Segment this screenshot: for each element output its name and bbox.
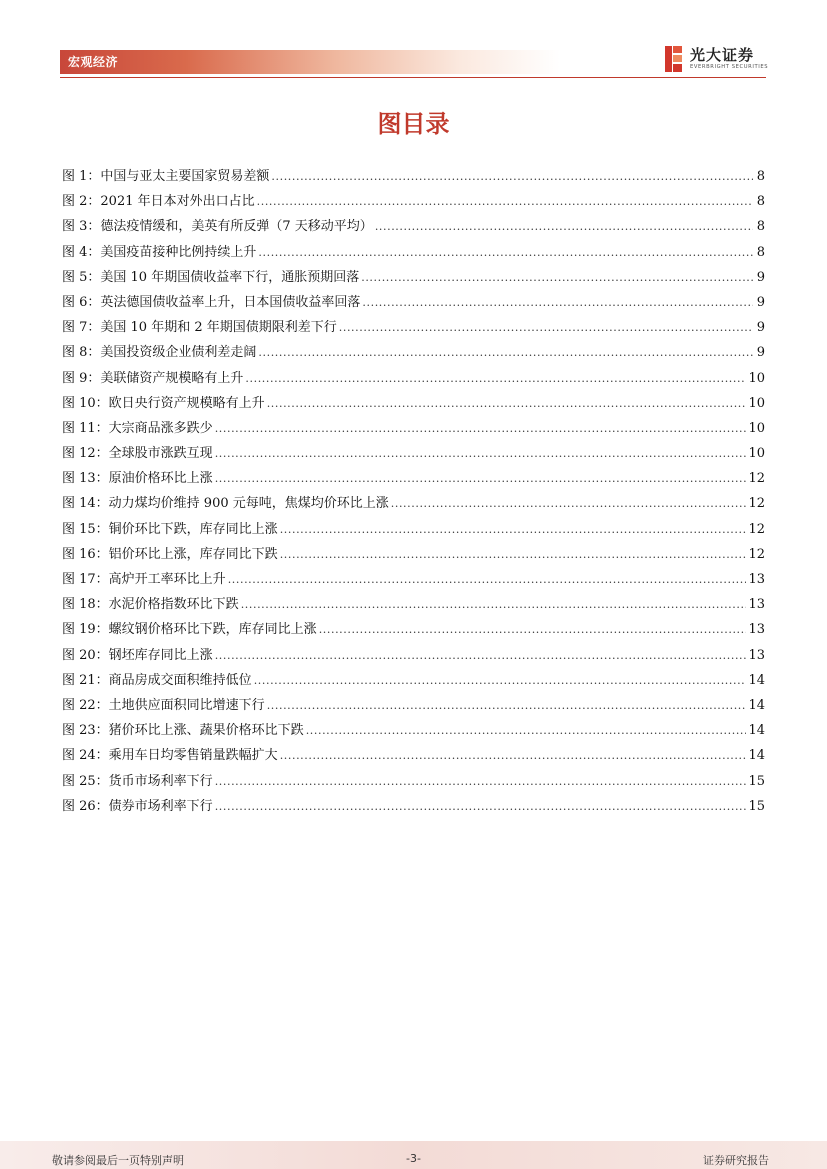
toc-entry[interactable]	[62, 167, 765, 192]
toc-entry[interactable]	[62, 268, 765, 293]
toc-entry-label[interactable]: 图 15：铜价环比下跌，库存同比上涨	[62, 521, 278, 537]
toc-dot-leader	[280, 746, 747, 766]
toc-entry[interactable]	[62, 419, 765, 444]
toc-entry-label[interactable]: 图 5：美国 10 年期国债收益率下行，通胀预期回落	[62, 269, 360, 285]
toc-entry-page[interactable]: 8	[756, 219, 765, 235]
toc-entry[interactable]	[62, 494, 765, 519]
toc-entry-label[interactable]: 图 9：美联储资产规模略有上升	[62, 370, 244, 386]
toc-dot-leader	[215, 419, 747, 439]
toc-entry-page[interactable]: 8	[756, 194, 765, 210]
toc-entry-page[interactable]: 14	[748, 697, 765, 713]
page-number: -3-	[406, 1152, 421, 1165]
toc-entry[interactable]	[62, 746, 765, 771]
toc-entry-label[interactable]: 图 4：美国疫苗接种比例持续上升	[62, 244, 257, 260]
toc-entry[interactable]	[62, 520, 765, 545]
section-label: 宏观经济	[68, 55, 119, 69]
toc-entry-label[interactable]: 图 16：铝价环比上涨，库存同比下跌	[62, 546, 278, 562]
toc-entry-label[interactable]: 图 6：英法德国债收益率上升，日本国债收益率回落	[62, 294, 361, 310]
toc-entry-label[interactable]: 图 21：商品房成交面积维持低位	[62, 672, 252, 688]
toc-entry-page[interactable]: 13	[748, 647, 765, 663]
toc-dot-leader	[361, 268, 753, 288]
toc-entry-label[interactable]: 图 12：全球股市涨跌互现	[62, 446, 213, 462]
toc-dot-leader	[215, 444, 747, 464]
toc-dot-leader	[215, 772, 747, 792]
toc-entry-label[interactable]: 图 18：水泥价格指数环比下跌	[62, 597, 239, 613]
toc-dot-leader	[267, 394, 747, 414]
brand-logo-icon	[663, 44, 685, 74]
figure-list	[62, 167, 765, 822]
header-band	[60, 50, 560, 74]
toc-dot-leader	[258, 243, 753, 263]
toc-entry[interactable]	[62, 620, 765, 645]
toc-entry[interactable]	[62, 293, 765, 318]
toc-entry-page[interactable]: 8	[756, 169, 765, 184]
toc-entry-page[interactable]: 12	[748, 546, 765, 562]
toc-entry-page[interactable]: 12	[748, 496, 765, 512]
toc-entry[interactable]	[62, 343, 765, 368]
toc-dot-leader	[258, 343, 753, 363]
toc-dot-leader	[375, 217, 753, 237]
toc-entry-label[interactable]: 图 22：土地供应面积同比增速下行	[62, 697, 265, 713]
toc-entry-label[interactable]: 图 23：猪价环比上涨、蔬果价格环比下跌	[62, 723, 304, 739]
brand-subtitle: EVERBRIGHT SECURITIES	[690, 64, 769, 70]
toc-entry[interactable]	[62, 192, 765, 217]
toc-dot-leader	[267, 696, 747, 716]
toc-entry-label[interactable]: 图 1：中国与亚太主要国家贸易差额	[62, 169, 270, 184]
brand-name: 光大证券	[690, 46, 755, 64]
toc-dot-leader	[280, 520, 747, 540]
toc-dot-leader	[257, 192, 753, 212]
toc-entry-page[interactable]: 10	[748, 420, 765, 436]
toc-entry-page[interactable]: 9	[756, 294, 765, 310]
toc-dot-leader	[241, 595, 747, 615]
toc-dot-leader	[391, 494, 747, 514]
toc-entry-label[interactable]: 图 17：高炉开工率环比上升	[62, 572, 226, 587]
toc-entry-page[interactable]: 15	[748, 798, 765, 814]
toc-entry[interactable]	[62, 369, 765, 394]
toc-entry-page[interactable]: 13	[748, 622, 765, 638]
toc-entry-page[interactable]: 10	[748, 370, 765, 386]
toc-entry-label[interactable]: 图 3：德法疫情缓和，美英有所反弹（7 天移动平均）	[62, 219, 373, 235]
toc-dot-leader	[319, 620, 747, 640]
toc-entry-page[interactable]: 8	[756, 244, 765, 260]
toc-entry-page[interactable]: 12	[748, 521, 765, 537]
toc-entry[interactable]	[62, 243, 765, 268]
toc-dot-leader	[228, 570, 747, 590]
toc-entry[interactable]	[62, 772, 765, 797]
toc-entry[interactable]	[62, 721, 765, 746]
toc-dot-leader	[362, 293, 753, 313]
toc-entry[interactable]	[62, 696, 765, 721]
toc-dot-leader	[306, 721, 747, 741]
toc-dot-leader	[280, 545, 747, 565]
toc-dot-leader	[271, 167, 753, 187]
toc-dot-leader	[254, 671, 747, 691]
toc-entry[interactable]	[62, 570, 765, 595]
toc-entry-label[interactable]: 图 7：美国 10 年期和 2 年期国债期限利差下行	[62, 320, 337, 336]
toc-entry[interactable]	[62, 394, 765, 419]
toc-entry-label[interactable]: 图 19：螺纹钢价格环比下跌，库存同比上涨	[62, 622, 317, 638]
toc-entry[interactable]	[62, 595, 765, 620]
toc-dot-leader	[215, 797, 747, 817]
toc-entry-page[interactable]: 10	[748, 446, 765, 462]
toc-entry[interactable]	[62, 217, 765, 242]
toc-entry-page[interactable]: 14	[748, 723, 765, 739]
toc-dot-leader	[245, 369, 746, 389]
toc-entry-label[interactable]: 图 2：2021 年日本对外出口占比	[62, 194, 255, 210]
toc-entry-page[interactable]: 9	[756, 269, 765, 285]
toc-entry[interactable]	[62, 545, 765, 570]
toc-entry-label[interactable]: 图 24：乘用车日均零售销量跌幅扩大	[62, 748, 278, 764]
footer-disclaimer: 敬请参阅最后一页特别声明	[52, 1154, 184, 1167]
toc-entry-label[interactable]: 图 13：原油价格环比上涨	[62, 471, 213, 487]
toc-entry-label[interactable]: 图 20：钢坯库存同比上涨	[62, 647, 213, 663]
toc-entry[interactable]	[62, 318, 765, 343]
footer-doc-type: 证券研究报告	[703, 1154, 769, 1167]
toc-entry-label[interactable]: 图 14：动力煤均价维持 900 元每吨，焦煤均价环比上涨	[62, 496, 389, 512]
toc-entry-page[interactable]: 9	[756, 345, 765, 361]
toc-entry-page[interactable]: 14	[748, 672, 765, 688]
toc-entry[interactable]	[62, 646, 765, 671]
brand-logo	[663, 44, 767, 74]
header-rule	[60, 77, 766, 78]
toc-entry-label[interactable]: 图 10：欧日央行资产规模略有上升	[62, 395, 265, 411]
toc-entry-page[interactable]: 14	[748, 748, 765, 764]
toc-entry-label[interactable]: 图 25：货币市场利率下行	[62, 773, 213, 789]
toc-entry-page[interactable]: 13	[748, 572, 765, 587]
toc-dot-leader	[339, 318, 753, 338]
toc-entry-page[interactable]: 15	[748, 773, 765, 789]
toc-entry-label[interactable]: 图 8：美国投资级企业债利差走阔	[62, 345, 257, 361]
toc-entry-page[interactable]: 10	[748, 395, 765, 411]
page-title: 图目录	[377, 110, 450, 138]
toc-entry[interactable]	[62, 469, 765, 494]
toc-entry-page[interactable]: 13	[748, 597, 765, 613]
toc-dot-leader	[215, 646, 747, 666]
toc-entry-label[interactable]: 图 11：大宗商品涨多跌少	[62, 420, 213, 436]
toc-dot-leader	[215, 469, 747, 489]
toc-entry-label[interactable]: 图 26：债券市场利率下行	[62, 798, 213, 814]
toc-entry-page[interactable]: 12	[748, 471, 765, 487]
toc-entry-page[interactable]: 9	[756, 320, 765, 336]
toc-entry[interactable]	[62, 797, 765, 822]
toc-entry[interactable]	[62, 444, 765, 469]
toc-entry[interactable]	[62, 671, 765, 696]
